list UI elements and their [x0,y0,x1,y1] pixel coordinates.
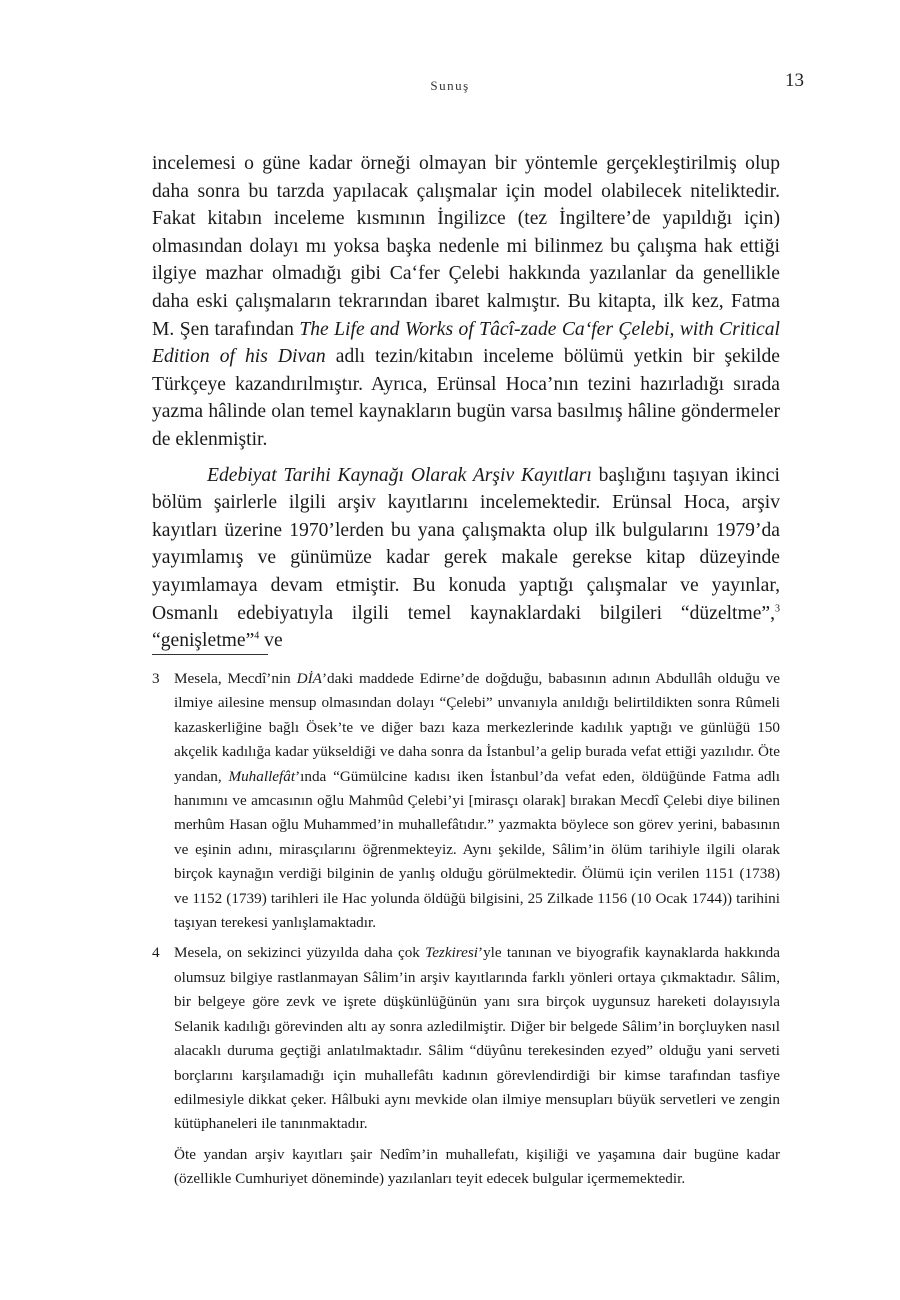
main-text [152,150,780,655]
section-title: Edebiyat Tarihi Kaynağı Olarak Arşiv Kayıtları [207,464,592,486]
paragraph-1-text-b: adlı tezin/kitabın inceleme bölümü yetkin bir şekilde Türkçeye kazandırılmıştır. Ayrıca, Erünsal Hoca’nın tezini hazırladığı sırada yazma hâlinde olan temel kaynakların bugün varsa basılmış hâline göndermeler de eklenmiştir. [152,346,780,450]
paragraph-2 [152,462,780,655]
footnote-4-continuation: Öte yandan arşiv kayıtları şair Nedîm’in muhallefatı, kişiliği ve yaşamına dair bugüne kadar (özellikle Cumhuriyet döneminde) yazılanları teyit edecek bulgular içermemektedir. [174,1145,780,1188]
footnote-divider [152,654,268,655]
footnote-4 [152,941,780,1136]
footnote-ref-4[interactable]: 4 [254,630,260,642]
footnote-4-text-b: ’yle tanınan ve biyografik kaynaklarda hakkında olumsuz bilgiye rastlanmayan Sâlim’in arşiv kayıtlarında farklı yönleri ortaya çıkmaktadır. Sâlim, bir belgeye göre zevk ve işrete düşkünlüğünün yanı sıra birçok uygunsuz hareketi dolayısıyla Selanik kadılığı görevinden altı ay sonra azledilmiştir. Diğer bir belgede Sâlim’in borçluyken nasıl alacaklı duruma geçtiği anlatılmaktadır. Sâlim “düyûnu terekesinden ezyed” olduğu yani serveti borçlarını karşılamadığı için muhallefâtı kadının görevlendirdiği bir kimse tarafından tasfiye edilmesiyle dikkat çeker. Hâlbuki aynı mevkide olan ilmiye mensupları büyük servetleri ve zengin kütüphaneleri ile tanınmaktadır. [174,944,781,1133]
footnote-number: 4 [152,944,160,962]
footnote-ref-3[interactable]: 3 [775,602,780,614]
footnote-3-text-c: ’ında “Gümülcine kadısı iken İstanbul’da vefat eden, öldüğünde Fatma adlı hanımını ve amcasının oğlu Mahmûd Çelebi’yi [mirasçı olarak] bırakan Mecdî Çelebi diye bilinen merhûm Hasan oğlu Muhammed’in muhallefâtıdır.” yazmakta böylece son görev yerini, babasının ve eşinin adını, mirasçılarını öğrenmekteyiz. Aynı şekilde, Sâlim’in ölüm tarihiyle ilgili olarak birçok kaynağın verdiği bilginin de yanlış olduğu görülmektedir. Ölümü için verilen 1151 (1738) ve 1152 (1739) tarihleri ile Hac yolunda öldüğü bilgisini, 25 Zilkade 1156 (10 Ocak 1744)) tarihini taşıyan terekesi yanlışlamaktadır. [174,767,780,932]
page-number: 13 [785,70,804,91]
footnote-3-text-b: ’daki maddede Edirne’de doğduğu, babasının adının Abdullâh olduğu ve ilmiye ailesine mensup olmasından dolayı “Çelebi” unvanıyla anıldığı belirtildikten sonra Rûmeli kazaskerliğine bağlı Ösek’te ve diğer bazı kaza merkezlerinde kadılık yaptığı ve günlüğü 150 akçelik kadılığa kadar yükseldiği ve daha sonra da İstanbul’a gelip burada vefat ettiği yazılıdır. Öte yandan, [174,670,780,785]
paragraph-2-text-c: ve [259,630,283,652]
paragraph-1-text-a: incelemesi o güne kadar örneği olmayan bir yöntemle gerçekleştirilmiş olup daha sonra bu tarzda yapılacak çalışmalar için model olabilecek niteliktedir. Fakat kitabın inceleme kısmının İngilizce (tez İngiltere’de yapıldığı için) olmasından dolayı mı yoksa başka nedenle mi bilinmez bu çalışma hak ettiği ilgiye mazhar olmadığı gibi Ca‘fer Çelebi hakkında yazılanlar da genellikle daha eski çalışmaların tekrarından ibaret kalmıştır. Bu kitapta, ilk kez, Fatma M. Şen tarafından [152,153,780,340]
footnote-3-muhallefat: Muhallefât [228,767,296,785]
footnote-3 [152,667,780,935]
footnote-number: 3 [152,670,160,687]
paragraph-2-text-a: başlığını taşıyan ikinci bölüm şairlerle ilgili arşiv kayıtlarını incelemektedir. Erünsal Hoca, arşiv kayıtları üzerine 1970’lerden bu yana çalışmakta olup ilk bulgularını 1979’da yayımlamış ve günümüze kadar gerek makale gerekse kitap düzeyinde yayımlamaya devam etmiştir. Bu konuda yaptığı çalışmalar ve yayınlar, Osmanlı edebiyatıyla ilgili temel kaynaklardaki bilgileri “düzeltme”, [152,464,780,624]
thesis-title: The Life and Works of Tâcî-zade Ca‘fer Çelebi, with Critical Edition of his Divan [152,318,780,368]
footnote-3-text-a: Mesela, Mecdî’nin [174,670,297,687]
paragraph-1 [152,150,780,454]
footnote-4-text-a: Mesela, on sekizinci yüzyılda daha çok [174,944,426,962]
footnotes [152,667,780,1192]
footnote-3-dia: DİA [296,670,322,687]
paragraph-2-text-b: “genişletme” [152,630,255,652]
running-head: Sunuş [430,78,470,93]
footnote-4-tezkiresi: Tezkiresi [425,944,479,962]
